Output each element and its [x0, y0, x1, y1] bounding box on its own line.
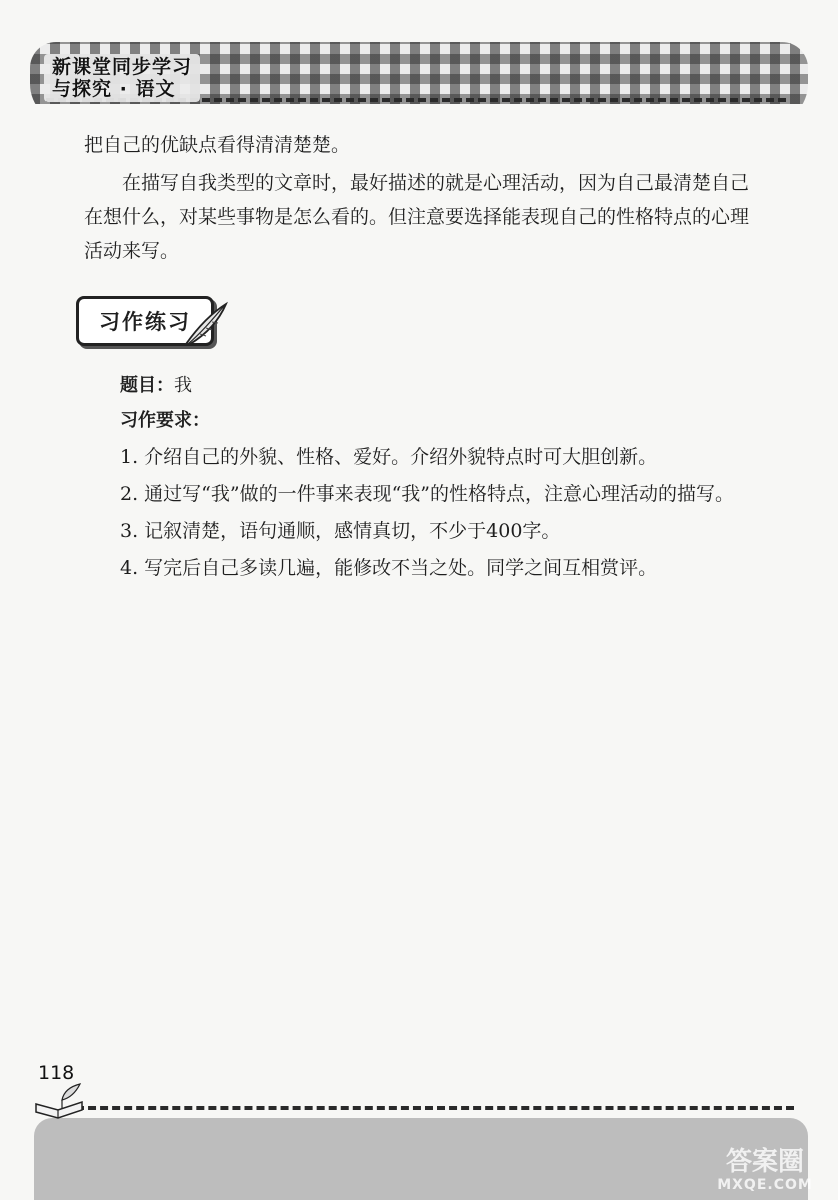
- book-title-line1: 新课堂同步学习: [52, 56, 193, 78]
- watermark: [700, 1148, 830, 1200]
- feather-icon: [180, 300, 230, 350]
- requirements-list: [84, 440, 764, 588]
- section-title: 习作练习: [99, 310, 191, 334]
- topic-line: [120, 371, 192, 397]
- book-title: [44, 54, 200, 102]
- footer-divider: [76, 1106, 794, 1110]
- requirements-label: 习作要求：: [120, 410, 210, 431]
- list-item: 2. 通过写“我”做的一件事来表现“我”的性格特点，注意心理活动的描写。: [120, 483, 735, 505]
- topic-label: 题目：: [120, 375, 174, 396]
- list-item: 3. 记叙清楚，语句通顺，感情真切，不少于400字。: [120, 520, 561, 542]
- list-item: 1. 介绍自己的外貌、性格、爱好。介绍外貌特点时可大胆创新。: [120, 446, 658, 468]
- open-book-icon: [32, 1080, 86, 1120]
- footer-band: [34, 1118, 808, 1200]
- watermark-title: 答案圈: [725, 1147, 804, 1177]
- watermark-url: MXQE.COM: [717, 1177, 813, 1193]
- page-number: 118: [38, 1062, 75, 1084]
- list-item: 4. 写完后自己多读几遍，能修改不当之处。同学之间互相赏评。: [120, 557, 658, 579]
- book-title-line2: 与探究 · 语文: [52, 78, 176, 100]
- paragraph-2: 在描写自我类型的文章时，最好描述的就是心理活动，因为自己最清楚自己在想什么，对某些事物是怎么看的。但注意要选择能表现自己的性格特点的心理活动来写。: [84, 172, 750, 262]
- topic-value: 我: [174, 375, 192, 396]
- paragraph-1: 把自己的优缺点看得清清楚楚。: [84, 134, 351, 156]
